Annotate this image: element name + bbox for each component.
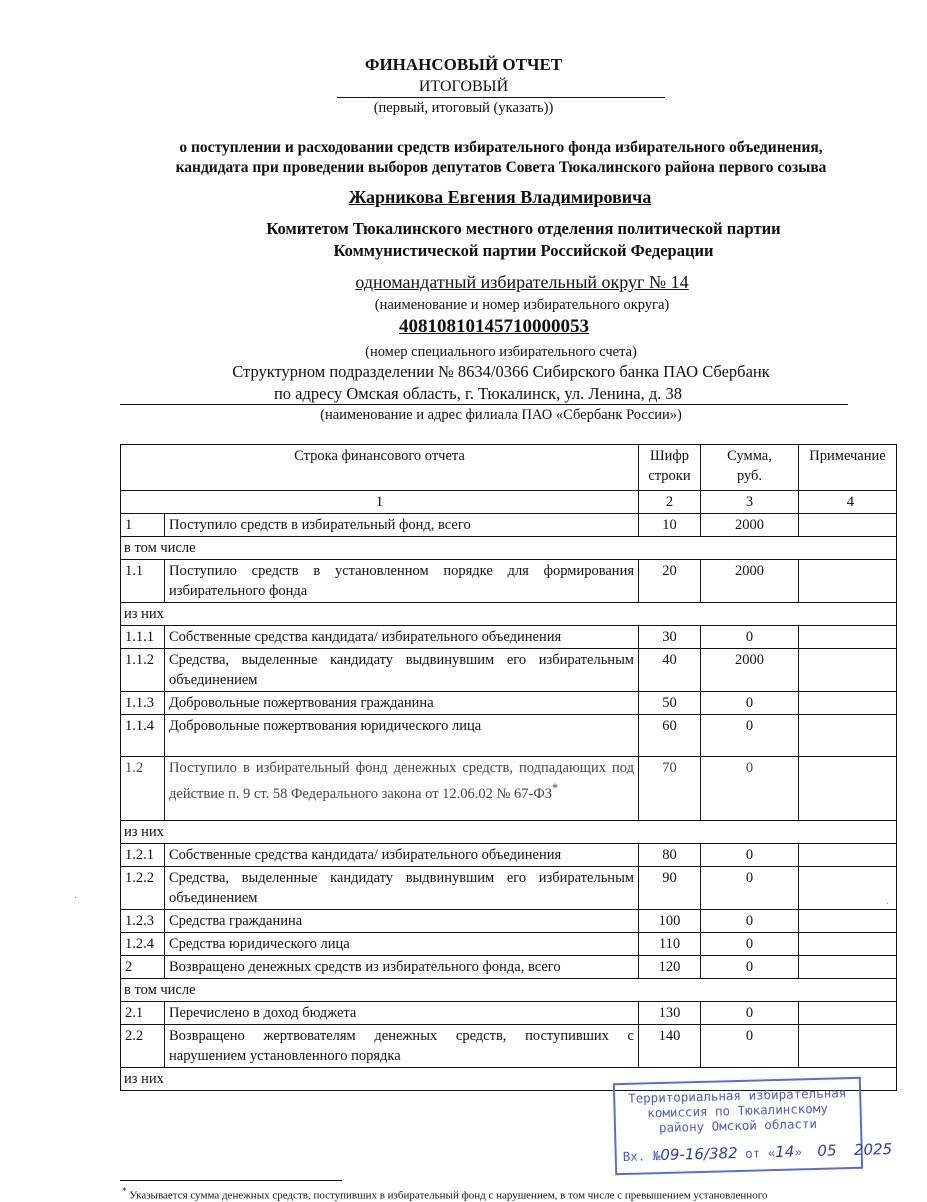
- row-number: 1.1.2: [121, 649, 165, 692]
- colnum-3: 3: [701, 491, 799, 514]
- row-label-text: Собственные средства кандидата/ избирательного объединения: [169, 629, 562, 645]
- row-label-text: Собственные средства кандидата/ избирательного объединения: [169, 847, 562, 863]
- candidate-name: Жарникова Евгения Владимировича: [348, 187, 652, 207]
- row-code: 30: [639, 626, 701, 649]
- report-subject-line2: кандидата при проведении выборов депутатов Совета Тюкалинского района первого созыва: [175, 159, 827, 176]
- stamp-reg-number: 09-16/382: [660, 1144, 738, 1165]
- row-number: 2.1: [121, 1002, 165, 1025]
- row-label-text: Средства, выделенные кандидату выдвинувшим его избирательным объединением: [169, 870, 634, 906]
- row-label: [165, 514, 639, 537]
- row-label: [165, 715, 639, 757]
- row-label: [165, 560, 639, 603]
- row-number: 1.1: [121, 560, 165, 603]
- row-number: 1: [121, 514, 165, 537]
- row-code: 140: [639, 1025, 701, 1068]
- table-row: [121, 1025, 897, 1068]
- footnote-text: Указывается сумма денежных средств, поступивших в избирательный фонд с нарушением, в том числе с превышением установленного: [129, 1189, 768, 1202]
- stamp-line2: комиссия по Тюкалинскому: [647, 1100, 829, 1121]
- table-row: [121, 692, 897, 715]
- financial-report-table: [120, 444, 897, 1091]
- row-number: 1.2.1: [121, 844, 165, 867]
- row-number: 1.1.3: [121, 692, 165, 715]
- table-section-row: [121, 821, 897, 844]
- table-row: [121, 933, 897, 956]
- bank-branch-hint: (наименование и адрес филиала ПАО «Сбербанк России»): [320, 407, 682, 423]
- row-number: 1.1.4: [121, 715, 165, 757]
- nominator-line2: Коммунистической партии Российской Федерации: [333, 241, 714, 260]
- row-label: [165, 626, 639, 649]
- table-row: [121, 867, 897, 910]
- nominator-line1: Комитетом Тюкалинского местного отделения политической партии: [266, 219, 781, 238]
- report-type-hint: (первый, итоговый (указать)): [373, 100, 554, 116]
- table-row: [121, 560, 897, 603]
- row-number: 1.2.4: [121, 933, 165, 956]
- row-code: 130: [639, 1002, 701, 1025]
- row-sum: 0: [701, 626, 799, 649]
- row-label-text: Поступило средств в установленном порядке для формирования избирательного фонда: [169, 563, 634, 599]
- table-row: [121, 956, 897, 979]
- row-label: [165, 956, 639, 979]
- footnote-reference: *: [552, 781, 559, 795]
- row-code: 10: [639, 514, 701, 537]
- row-code: 80: [639, 844, 701, 867]
- row-code: 100: [639, 910, 701, 933]
- electoral-district: одномандатный избирательный округ № 14: [355, 272, 689, 292]
- row-note: [799, 514, 897, 537]
- row-note: [799, 1002, 897, 1025]
- stamp-registration: [623, 1140, 893, 1165]
- row-label: [165, 1025, 639, 1068]
- colnum-2: 2: [639, 491, 701, 514]
- column-number-row: [121, 491, 897, 514]
- row-label: [165, 649, 639, 692]
- row-label: [165, 757, 639, 821]
- table-row: [121, 757, 897, 821]
- header-row-label: Строка финансового отчета: [121, 445, 639, 491]
- footnote: [122, 1186, 922, 1202]
- row-number: 1.2: [121, 757, 165, 821]
- stamp-line1: Территориальная избирательная: [627, 1085, 847, 1106]
- row-sum: 2000: [701, 560, 799, 603]
- table-row: [121, 649, 897, 692]
- row-number: 1.2.3: [121, 910, 165, 933]
- row-note: [799, 757, 897, 821]
- row-sum: 0: [701, 1025, 799, 1068]
- section-label: из них: [121, 1068, 897, 1091]
- registration-stamp: [613, 1077, 893, 1175]
- table-row: [121, 910, 897, 933]
- colnum-1: 1: [121, 491, 639, 514]
- row-label-text: Добровольные пожертвования юридического лица: [169, 718, 482, 734]
- stamp-date-sep: »: [794, 1144, 803, 1160]
- row-sum: 0: [701, 692, 799, 715]
- row-note: [799, 844, 897, 867]
- row-label-text: Перечислено в доход бюджета: [169, 1005, 357, 1021]
- section-label: в том числе: [121, 979, 897, 1002]
- row-label-text: Поступило в избирательный фонд денежных средств, подпадающих под действие п. 9 ст. 58 Федерального закона от 12.06.02 № 67-ФЗ: [169, 760, 634, 802]
- row-code: 60: [639, 715, 701, 757]
- section-label: из них: [121, 821, 897, 844]
- table-header-row: [121, 445, 897, 491]
- row-sum: 0: [701, 956, 799, 979]
- row-note: [799, 1025, 897, 1068]
- table-row: [121, 1002, 897, 1025]
- bank-branch-line2: по адресу Омская область, г. Тюкалинск, ул. Ленина, д. 38: [273, 384, 683, 403]
- row-label-text: Добровольные пожертвования гражданина: [169, 695, 434, 711]
- stamp-reg-prefix: Вх. №: [622, 1148, 661, 1165]
- row-sum: 0: [701, 933, 799, 956]
- row-label: [165, 692, 639, 715]
- row-sum: 0: [701, 757, 799, 821]
- report-type: ИТОГОВЫЙ: [418, 78, 509, 95]
- header-note: Примечание: [799, 445, 897, 491]
- table-row: [121, 844, 897, 867]
- header-code: Шифр строки: [639, 445, 701, 491]
- row-number: 2: [121, 956, 165, 979]
- row-sum: 0: [701, 715, 799, 757]
- stamp-date-prefix: от «: [744, 1145, 776, 1161]
- row-note: [799, 626, 897, 649]
- row-label-text: Средства юридического лица: [169, 936, 350, 952]
- row-label-text: Средства гражданина: [169, 913, 303, 929]
- bank-underline: [120, 404, 848, 405]
- row-label-text: Средства, выделенные кандидату выдвинувшим его избирательным объединением: [169, 652, 634, 688]
- row-sum: 0: [701, 910, 799, 933]
- table-section-row: [121, 979, 897, 1002]
- report-subject-line1: о поступлении и расходовании средств избирательного фонда избирательного объединения,: [179, 139, 823, 156]
- row-label: [165, 933, 639, 956]
- footnote-divider: [120, 1180, 342, 1181]
- row-note: [799, 910, 897, 933]
- report-type-underline: [337, 97, 665, 98]
- row-note: [799, 692, 897, 715]
- row-sum: 2000: [701, 514, 799, 537]
- special-account-hint: (номер специального избирательного счета): [365, 344, 637, 360]
- stamp-date-day: 14: [775, 1142, 795, 1162]
- row-code: 20: [639, 560, 701, 603]
- stamp-date-year: 2025: [853, 1139, 893, 1159]
- stamp-date-month: 05: [817, 1141, 837, 1160]
- row-code: 50: [639, 692, 701, 715]
- row-note: [799, 867, 897, 910]
- row-sum: 0: [701, 844, 799, 867]
- row-code: 40: [639, 649, 701, 692]
- row-label: [165, 1002, 639, 1025]
- table-row: [121, 715, 897, 757]
- table-section-row: [121, 537, 897, 560]
- section-label: из них: [121, 603, 897, 626]
- row-label-text: Поступило средств в избирательный фонд, всего: [169, 517, 471, 533]
- row-note: [799, 715, 897, 757]
- row-note: [799, 560, 897, 603]
- row-code: 70: [639, 757, 701, 821]
- scan-speck: ·: [74, 893, 78, 904]
- report-title: ФИНАНСОВЫЙ ОТЧЕТ: [364, 55, 563, 74]
- row-note: [799, 956, 897, 979]
- bank-branch-line1: Структурном подразделении № 8634/0366 Сибирского банка ПАО Сбербанк: [232, 362, 770, 381]
- table-row: [121, 514, 897, 537]
- table-row: [121, 626, 897, 649]
- stamp-line3: району Омской области: [658, 1115, 818, 1136]
- row-label: [165, 844, 639, 867]
- table-section-row: [121, 603, 897, 626]
- row-number: 2.2: [121, 1025, 165, 1068]
- row-label: [165, 867, 639, 910]
- row-code: 90: [639, 867, 701, 910]
- row-note: [799, 649, 897, 692]
- footnote-mark: *: [122, 1186, 127, 1196]
- row-sum: 2000: [701, 649, 799, 692]
- row-number: 1.2.2: [121, 867, 165, 910]
- row-label-text: Возвращено жертвователям денежных средств, поступивших с нарушением установленного порядка: [169, 1028, 634, 1064]
- row-code: 120: [639, 956, 701, 979]
- electoral-district-hint: (наименование и номер избирательного округа): [374, 297, 670, 313]
- row-sum: 0: [701, 1002, 799, 1025]
- row-label-text: Возвращено денежных средств из избирательного фонда, всего: [169, 959, 561, 975]
- header-sum: Сумма, руб.: [701, 445, 799, 491]
- row-note: [799, 933, 897, 956]
- row-number: 1.1.1: [121, 626, 165, 649]
- row-label: [165, 910, 639, 933]
- scan-speck: ·: [886, 899, 890, 910]
- colnum-4: 4: [799, 491, 897, 514]
- special-account-number: 40810810145710000053: [399, 316, 589, 337]
- section-label: в том числе: [121, 537, 897, 560]
- row-code: 110: [639, 933, 701, 956]
- row-sum: 0: [701, 867, 799, 910]
